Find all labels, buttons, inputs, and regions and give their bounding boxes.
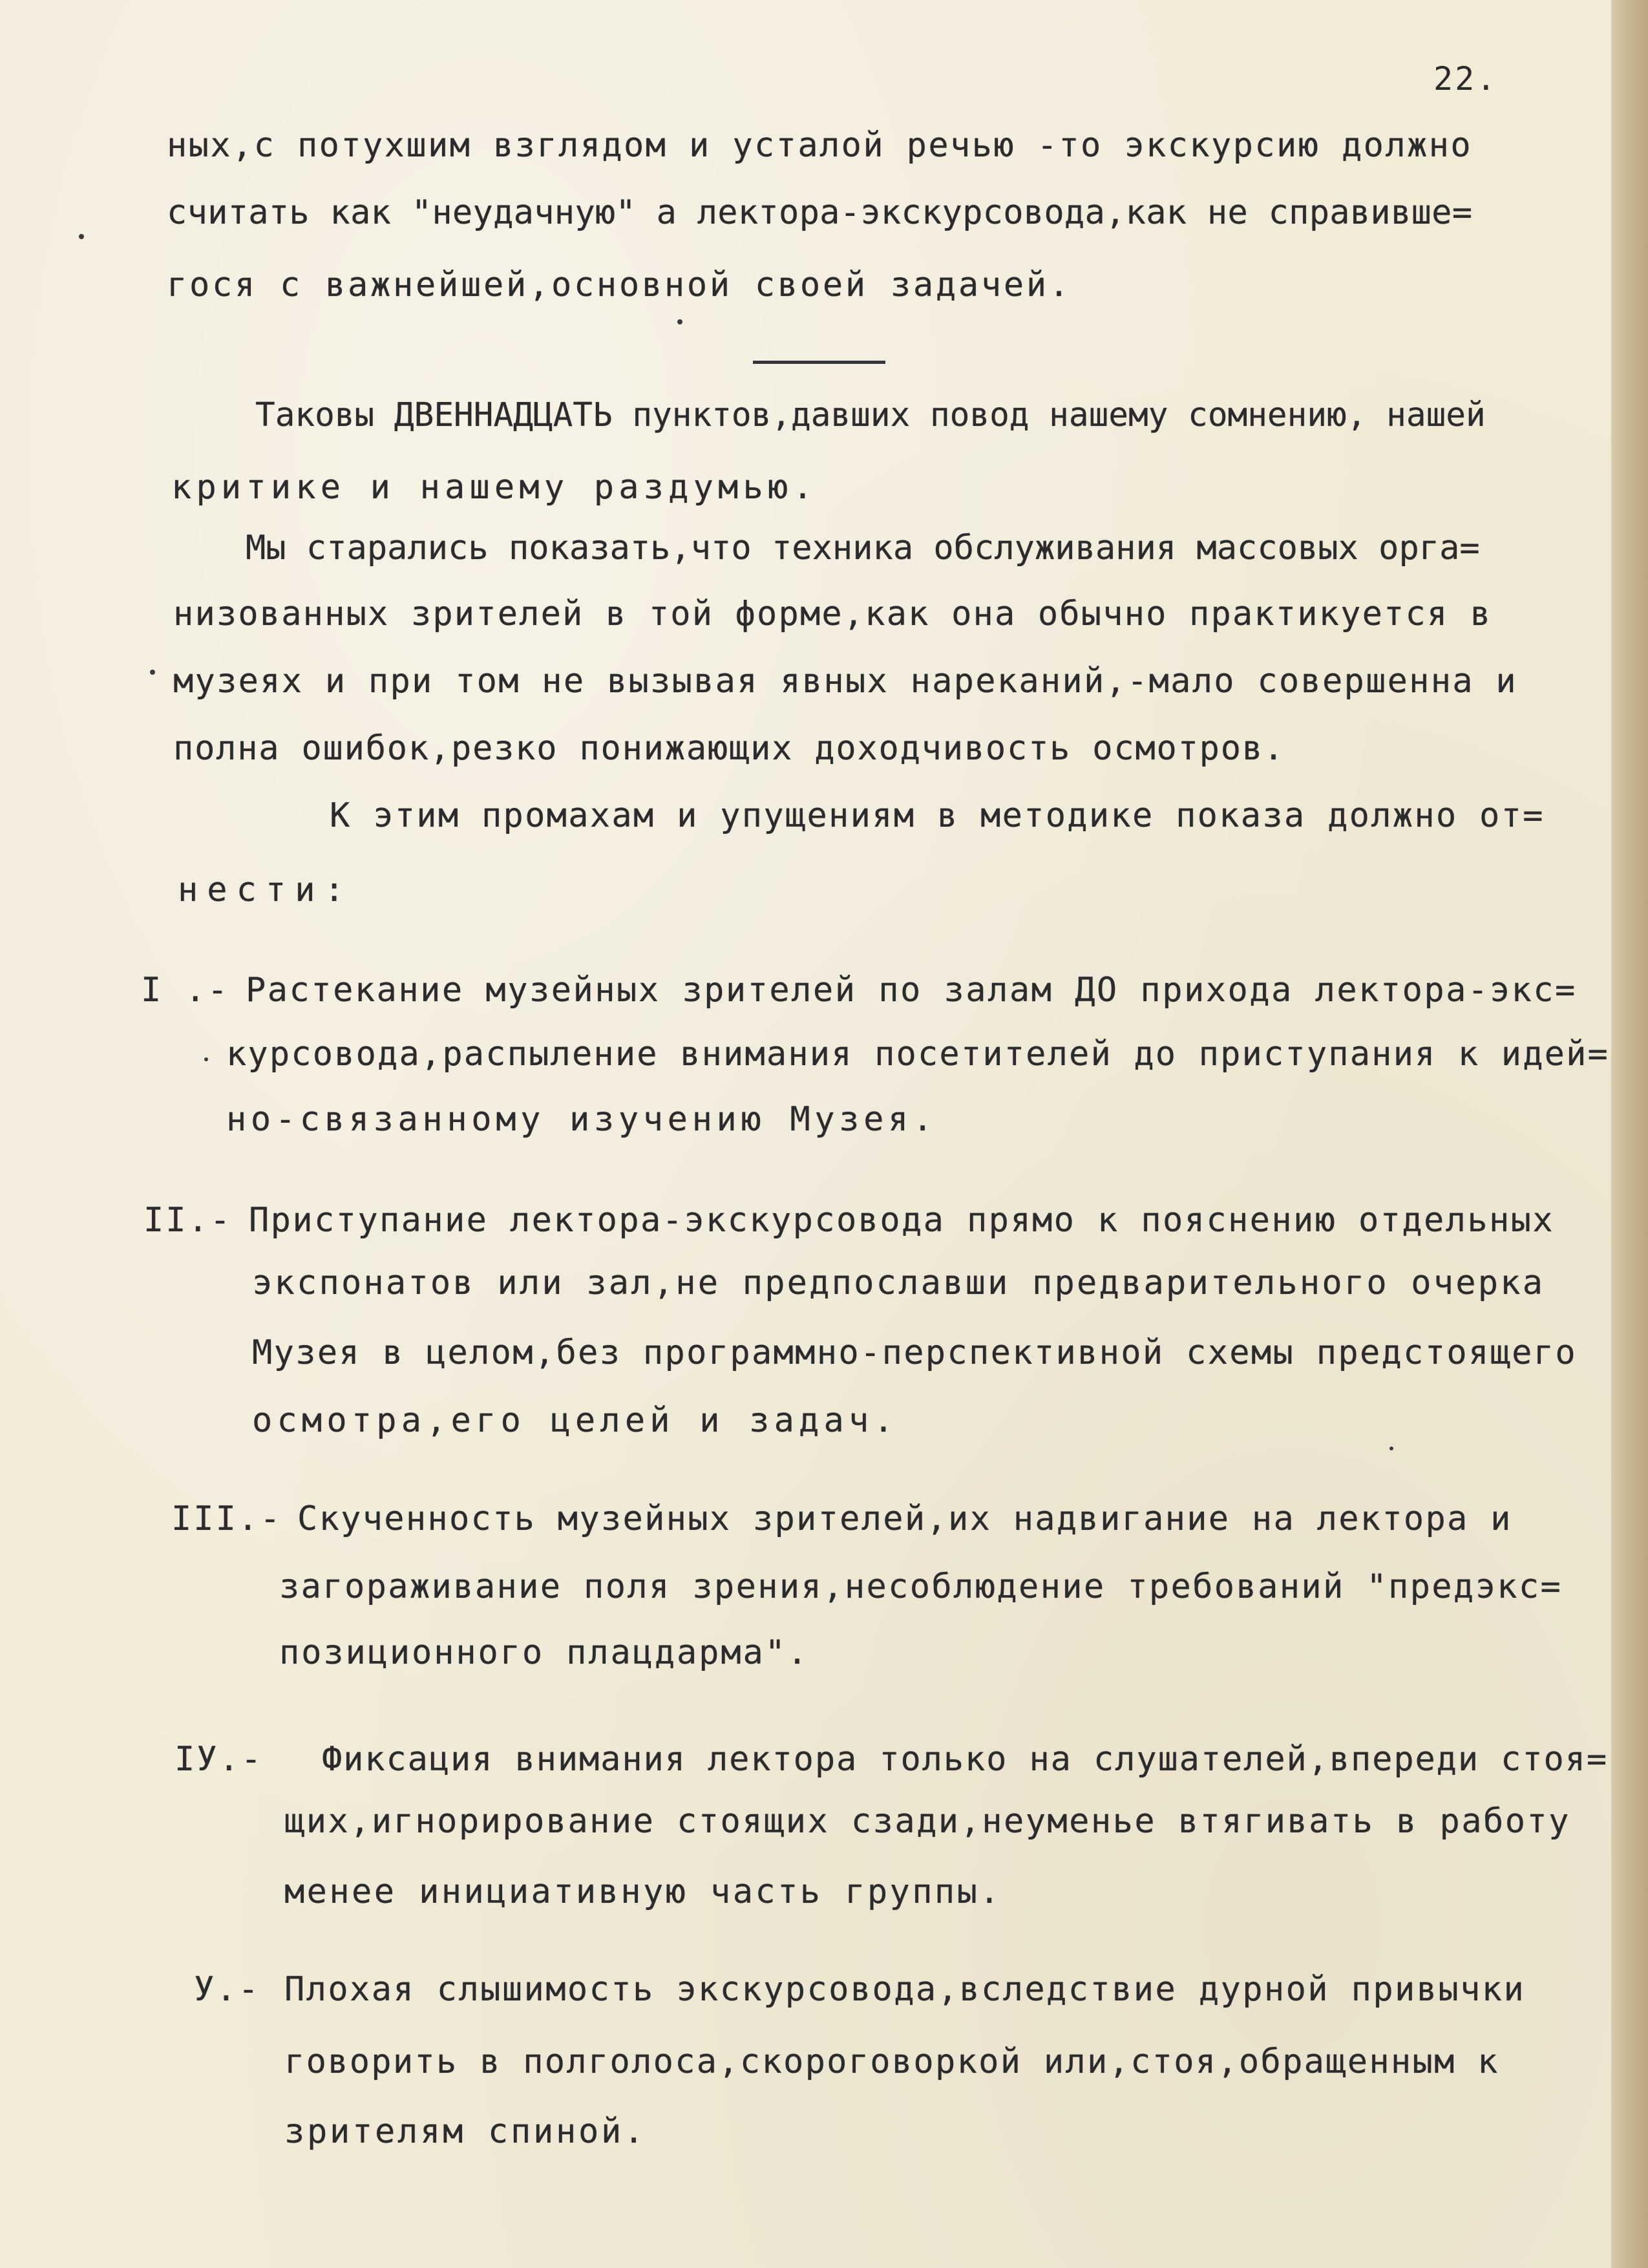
ink-speck — [79, 234, 84, 239]
text-line: низованных зрителей в той форме,как она обычно практикуется в — [173, 595, 1492, 633]
item-line: осмотра,его целей и задач. — [252, 1401, 898, 1440]
item-line: экспонатов или зал,не предпославши предварительного очерка — [252, 1264, 1545, 1302]
item-numeral: I .- — [141, 971, 230, 1010]
text-line: музеях и при том не вызывая явных нареканий,-мало совершенна и — [173, 662, 1517, 701]
item-line: зрителям спиной. — [284, 2112, 646, 2151]
item-line: но-связанному изучению Музея. — [226, 1100, 937, 1139]
text-line: критике и нашему раздумью. — [171, 468, 818, 507]
item-line: Музея в целом,без программно-перспективной схемы предстоящего — [252, 1333, 1578, 1372]
item-line: говорить в полголоса,скороговоркой или,стоя,обращенным к — [284, 2042, 1499, 2081]
text-line: гося с важнейшей,основной своей задачей. — [167, 266, 1072, 304]
text-line: полна ошибок,резко понижающих доходчивость осмотров. — [173, 729, 1285, 768]
item-line: курсовода,распыление внимания посетителей до приступания к идей= — [226, 1035, 1609, 1074]
item-line: Приступание лектора-экскурсовода прямо к пояснению отдельных — [249, 1201, 1554, 1240]
item-line: Растекание музейных зрителей по залам ДО прихода лектора-экс= — [246, 971, 1577, 1010]
item-line: Фиксация внимания лектора только на слушателей,впереди стоя= — [322, 1740, 1608, 1779]
item-line: позиционного плацдарма". — [279, 1633, 809, 1672]
item-numeral: III.- — [171, 1500, 282, 1538]
item-line: загораживание поля зрения,несоблюдение требований "предэкс= — [279, 1567, 1563, 1606]
section-separator — [753, 361, 885, 364]
ink-speck — [150, 670, 155, 675]
ink-speck — [1389, 1447, 1393, 1450]
text-line: Таковы ДВЕННАДЦАТЬ пунктов,давших повод нашему сомнению, нашей — [255, 396, 1486, 434]
item-line: Скученность музейных зрителей,их надвигание на лектора и — [297, 1500, 1512, 1538]
text-line: нести: — [178, 871, 354, 909]
ink-speck — [677, 319, 682, 324]
ink-speck — [204, 1057, 208, 1061]
text-line: считать как "неудачную" а лектора-экскурсовода,как не справивше= — [167, 193, 1473, 232]
item-line: щих,игнорирование стоящих сзади,неуменье втягивать в работу — [284, 1802, 1570, 1841]
page-number: 22. — [1433, 60, 1498, 98]
item-line: менее инициативную часть группы. — [284, 1872, 1002, 1911]
item-numeral: IУ.- — [174, 1740, 264, 1779]
text-line: Мы старались показать,что техника обслуживания массовых орга= — [246, 529, 1480, 567]
item-numeral: У.- — [194, 1970, 260, 2009]
item-numeral: II.- — [143, 1201, 233, 1240]
item-line: Плохая слышимость экскурсовода,вследствие дурной привычки — [284, 1970, 1526, 2009]
text-line: ных,с потухшим взглядом и усталой речью -то экскурсию должно — [167, 126, 1472, 165]
text-line: К этим промахам и упущениям в методике показа должно от= — [330, 796, 1545, 835]
page-edge — [1611, 0, 1648, 2268]
